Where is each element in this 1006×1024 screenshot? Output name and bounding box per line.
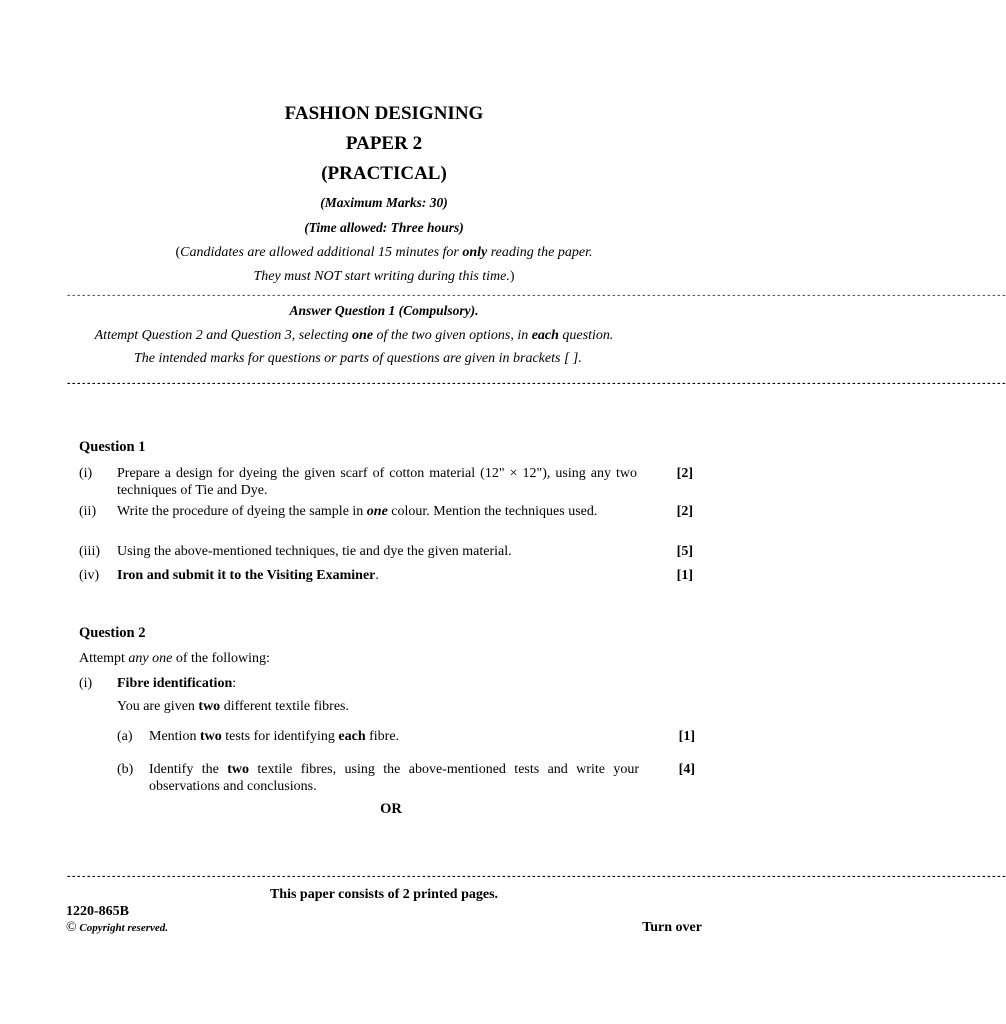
page-count-note: This paper consists of 2 printed pages. [269,887,499,902]
item-text-part: colour. Mention the techniques used. [387,504,598,519]
item-marks: [2] [676,504,693,519]
instruction-marks: The intended marks for questions or parts of questions are given in brackets [ ]. [134,351,582,366]
subpart-number: (b) [117,762,134,777]
instruction-text: of the two given options, in [373,328,532,343]
instruction-emphasis: each [531,328,559,343]
intro-text: Attempt [79,651,129,666]
paper-code: 1220-865B [66,904,129,919]
item-text: Using the above-mentioned techniques, tie and dye the given material. [117,544,512,559]
item-text-bold: Iron and submit it to the Visiting Examiner [117,568,376,583]
item-number: (iii) [79,544,100,559]
given-emphasis: two [198,699,221,714]
reading-time-note-line1 [0,245,768,261]
item-number: (i) [79,466,93,481]
subpart-text [149,728,639,745]
item-text [117,503,637,520]
subject-title: FASHION DESIGNING [284,103,484,124]
option-given-text [117,699,349,715]
subpart-emphasis: two [199,729,222,744]
note-warning: They must NOT start writing during this time. [253,269,510,284]
question-2-title: Question 2 [79,625,146,641]
intro-text: of the following: [172,651,270,666]
divider-line: -------------------------------------------------------------------------------------------------------------------------------------------------------------------------------------------- [66,291,1006,301]
reading-time-note-line2 [0,269,768,285]
item-number: (iv) [79,568,100,583]
subpart-text-part: tests for identifying [221,729,339,744]
max-marks: (Maximum Marks: 30) [320,195,448,210]
subpart-text [149,761,639,795]
paper-number: PAPER 2 [345,133,423,154]
item-emphasis: one [366,504,388,519]
question-2-intro [79,651,270,667]
paper-type: (PRACTICAL) [321,163,447,184]
time-allowed: (Time allowed: Three hours) [304,220,464,235]
or-separator: OR [380,801,402,817]
subpart-number: (a) [117,729,133,744]
option-heading [117,675,637,692]
note-text: Candidates are allowed additional 15 minutes for [180,245,463,260]
copyright-text: Copyright reserved. [79,922,168,934]
instruction-text: question. [558,328,614,343]
instruction-attempt [0,328,708,344]
note-emphasis: only [462,245,488,260]
open-paren: ( [175,245,181,260]
copyright-icon: © [66,920,77,935]
instruction-compulsory: Answer Question 1 (Compulsory). [289,303,479,318]
footer-divider: -------------------------------------------------------------------------------------------------------------------------------------------------------------------------------------------- [66,872,1006,882]
subpart-emphasis: each [338,729,366,744]
option-heading-bold: Fibre identification [117,676,233,691]
item-number: (ii) [79,504,97,519]
subpart-text-part: Mention [149,729,200,744]
close-paren: ) [509,269,515,284]
item-marks: [2] [676,466,693,481]
item-text: Prepare a design for dyeing the given scarf of cotton material (12" × 12"), using any two techniques of Tie and Dye. [117,466,637,498]
instruction-text: Attempt Question 2 and Question 3, selecting [94,328,353,343]
given-text: You are given [117,699,199,714]
intro-emphasis: any one [128,651,173,666]
note-text-end: reading the paper. [487,245,593,260]
item-marks: [1] [676,568,693,583]
instruction-emphasis: one [352,328,374,343]
subpart-emphasis: two [227,762,249,777]
subpart-marks: [1] [678,729,695,744]
item-text-end: . [375,568,379,583]
item-text [117,567,637,584]
option-number: (i) [79,676,93,691]
item-marks: [5] [676,544,693,559]
given-text: different textile fibres. [220,699,349,714]
item-text-part: Write the procedure of dyeing the sample in [117,504,367,519]
question-1-title: Question 1 [79,439,146,455]
subpart-text-part: textile fibres, using the above-mentioned tests and write your observations and conclusions. [149,762,639,794]
subpart-text-part: fibre. [365,729,400,744]
copyright-notice [66,920,168,936]
divider-line-bold: -------------------------------------------------------------------------------------------------------------------------------------------------------------------------------------------- [66,379,1006,389]
option-heading-end: : [232,676,237,691]
turn-over-note: Turn over [642,920,702,935]
subpart-text-part: Identify the [149,762,228,777]
subpart-marks: [4] [678,762,695,777]
